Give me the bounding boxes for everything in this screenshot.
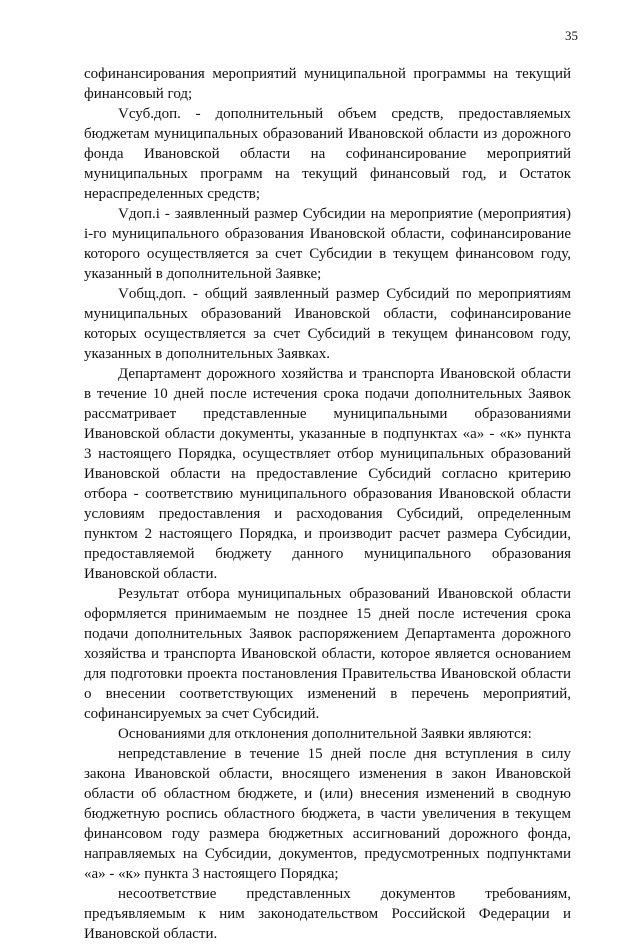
- text-line: Vобщ.доп. - общий заявленный размер Субсидий по мероприятиям: [118, 286, 571, 302]
- paragraph: [84, 64, 571, 104]
- text-line: о внесении соответствующих изменений в перечень мероприятий,: [84, 686, 571, 702]
- text-line: направляемых на Субсидии, документов, предусмотренных подпунктами: [84, 846, 571, 862]
- text-line: рассматривает представленные муниципальными образованиями: [84, 406, 571, 422]
- paragraph: [84, 584, 571, 724]
- paragraph: [84, 204, 571, 284]
- page-number: 35: [565, 28, 578, 43]
- text-line: предъявляемым к ним законодательством Российской Федерации и: [84, 906, 571, 922]
- paragraph: [84, 724, 571, 744]
- text-line: которого осуществляется за счет Субсидии в текущем финансовом году,: [84, 246, 571, 262]
- text-line: Ивановской области на предоставление Субсидий согласно критерию: [84, 466, 571, 482]
- text-line: софинансируемых за счет Субсидий.: [84, 706, 320, 722]
- text-line: в течение 10 дней после истечения срока подачи дополнительных Заявок: [84, 386, 571, 402]
- text-line: финансовом году размера бюджетных ассигнований дорожного фонда,: [84, 826, 571, 842]
- text-line: Vсуб.доп. - дополнительный объем средств, предоставляемых: [118, 106, 571, 122]
- text-line: Ивановской области.: [84, 566, 218, 582]
- document-body: [84, 64, 571, 944]
- paragraph: [84, 104, 571, 204]
- text-line: бюджетную роспись областного бюджета, в части увеличения в текущем: [84, 806, 571, 822]
- text-line: Основаниями для отклонения дополнительной Заявки являются:: [118, 726, 532, 742]
- text-line: нераспределенных средств;: [84, 186, 261, 202]
- text-line: пунктом 2 настоящего Порядка, и производит расчет размера Субсидии,: [84, 526, 571, 542]
- text-line: условиям предоставления и расходования Субсидий, определенным: [84, 506, 571, 522]
- text-line: области об областном бюджете, и (или) внесения изменений в сводную: [84, 786, 571, 802]
- paragraph: [84, 284, 571, 364]
- text-line: для подготовки проекта постановления Правительства Ивановской области: [84, 666, 571, 682]
- text-line: предоставляемой бюджету данного муниципального образования: [84, 546, 571, 562]
- text-line: муниципальных программ на текущий финансовый год, и Остаток: [84, 166, 571, 182]
- text-line: оформляется принимаемым не позднее 15 дней после истечения срока: [84, 606, 571, 622]
- paragraph: [84, 884, 571, 944]
- text-line: которых осуществляется за счет Субсидий в текущем финансовом году,: [84, 326, 571, 342]
- text-line: Результат отбора муниципальных образований Ивановской области: [118, 586, 571, 602]
- paragraph: [84, 364, 571, 584]
- paragraph: [84, 744, 571, 884]
- text-line: несоответствие представленных документов требованиям,: [118, 886, 571, 902]
- text-line: финансовый год;: [84, 86, 193, 102]
- text-line: муниципальных образований Ивановской области, софинансирование: [84, 306, 571, 322]
- text-line: Ивановской области.: [84, 926, 218, 942]
- text-line: 3 настоящего Порядка, осуществляет отбор муниципальных образований: [84, 446, 571, 462]
- text-line: отбора - соответствию муниципального образования Ивановской области: [84, 486, 571, 502]
- text-line: Vдоп.i - заявленный размер Субсидии на мероприятие (мероприятия): [118, 206, 571, 222]
- text-line: фонда Ивановской области на софинансирование мероприятий: [84, 146, 571, 162]
- text-line: «а» - «к» пункта 3 настоящего Порядка;: [84, 866, 339, 882]
- text-line: непредставление в течение 15 дней после дня вступления в силу: [118, 746, 571, 762]
- text-line: хозяйства и транспорта Ивановской области, которое является основанием: [84, 646, 571, 662]
- text-line: указанных в дополнительных Заявках.: [84, 346, 331, 362]
- text-line: бюджетам муниципальных образований Ивановской области из дорожного: [84, 126, 571, 142]
- text-line: указанный в дополнительной Заявке;: [84, 266, 322, 282]
- text-line: софинансирования мероприятий муниципальной программы на текущий: [84, 66, 571, 82]
- text-line: закона Ивановской области, вносящего изменения в закон Ивановской: [84, 766, 571, 782]
- text-line: i-го муниципального образования Ивановской области, софинансирование: [84, 226, 571, 242]
- text-line: Ивановской области документы, указанные в подпунктах «а» - «к» пункта: [84, 426, 571, 442]
- text-line: подачи дополнительных Заявок распоряжением Департамента дорожного: [84, 626, 571, 642]
- text-line: Департамент дорожного хозяйства и транспорта Ивановской области: [118, 366, 571, 382]
